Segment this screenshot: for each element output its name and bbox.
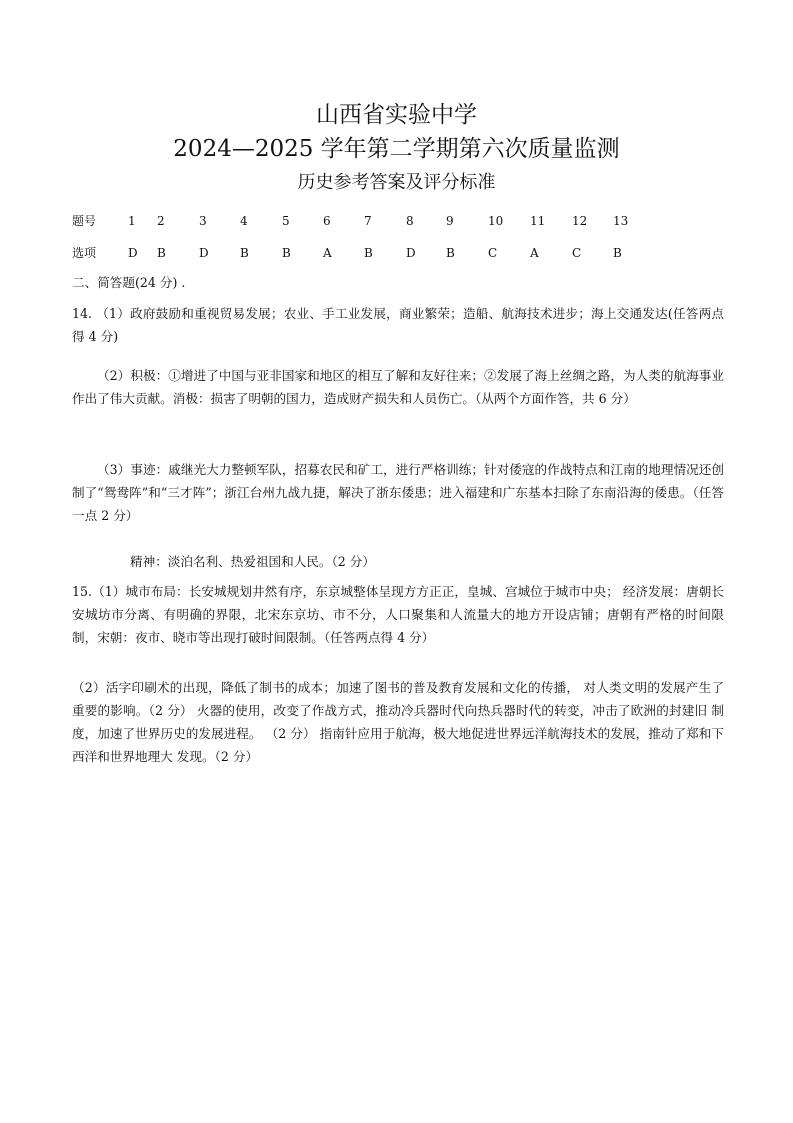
question-number-cell: 12	[572, 214, 588, 228]
question-number-cell: 1	[128, 214, 136, 228]
exam-term-title: 2024—2025 学年第二学期第六次质量监测	[173, 136, 620, 162]
question-number-cell: 9	[446, 214, 454, 228]
question-number-cell: 10	[488, 214, 504, 228]
question-number-cell: 5	[282, 214, 290, 228]
answer-option-cell: B	[240, 246, 249, 260]
answer-option-cell: D	[199, 246, 209, 260]
question-number-cell: 7	[364, 214, 372, 228]
row-label-number: 题号	[72, 214, 97, 228]
answer-option-cell: B	[446, 246, 455, 260]
school-title: 山西省实验中学	[316, 102, 477, 128]
question-number-cell: 3	[199, 214, 207, 228]
answer-option-cell: B	[157, 246, 166, 260]
answer-option-cell: D	[128, 246, 138, 260]
answer-option-cell: A	[530, 246, 539, 260]
answer-option-cell: B	[282, 246, 291, 260]
section-2-heading: 二、简答题(24 分) .	[72, 275, 186, 290]
question-number-cell: 6	[323, 214, 331, 228]
q15-part2: （2）活字印刷术的出现，降低了制书的成本；加速了图书的普及教育发展和文化的传播， 对人类文明的发展产生了重要的影响。（2 分） 火器的使用，改变了作战方式，推动冷兵器时代向热兵器时代的转变，冲击了欧洲的封建旧 制度，加速了世界历史的发展进程。 （2 分） 指南针应用于航海，极大地促进世界远洋航海技术的发展，推动了郑和下西洋和世界地理大 发现。（2 分）	[72, 680, 724, 764]
answer-option-cell: A	[323, 246, 332, 260]
answer-key-subtitle: 历史参考答案及评分标准	[297, 172, 496, 193]
answer-option-cell: B	[364, 246, 373, 260]
question-number-cell: 4	[240, 214, 248, 228]
question-number-cell: 2	[157, 214, 165, 228]
answer-option-cell: C	[572, 246, 582, 260]
answer-option-cell: B	[613, 246, 622, 260]
row-label-option: 选项	[72, 246, 97, 260]
question-number-cell: 13	[613, 214, 629, 228]
q14-part2: （2）积极：①增进了中国与亚非国家和地区的相互了解和友好往来；②发展了海上丝绸之路，为人类的航海事业作出了伟大贡献。消极：损害了明朝的国力，造成财产损失和人员伤亡。（从两个方面作答，共 6 分）	[72, 368, 724, 406]
q14-part3: （3）事迹：戚继光大力整顿军队，招募农民和矿工，进行严格训练；针对倭寇的作战特点和江南的地理情况还创制了“鸳鸯阵”和“三才阵”；浙江台州九战九捷，解决了浙东倭患；进入福建和广东基本扫除了东南沿海的倭患。（任答一点 2 分）	[72, 462, 724, 523]
q15-part1: 15.（1）城市布局：长安城规划井然有序，东京城整体呈现方方正正，皇城、宫城位于城市中央； 经济发展：唐朝长安城坊市分离、有明确的界限，北宋东京坊、市不分，人口聚集和人流量大的地方开设店铺；唐朝有严格的时间限制，宋朝：夜市、晓市等出现打破时间限制。（任答两点得 4 分）	[72, 584, 724, 645]
question-number-cell: 8	[406, 214, 414, 228]
q14-part1: 14. （1）政府鼓励和重视贸易发展；农业、手工业发展，商业繁荣；造船、航海技术进步；海上交通发达(任答两点得 4 分)	[72, 306, 724, 344]
answer-option-cell: D	[406, 246, 416, 260]
question-number-cell: 11	[530, 214, 546, 228]
answer-option-cell: C	[488, 246, 498, 260]
q14-part3-spirit: 精神：淡泊名利、热爱祖国和人民。（2 分）	[130, 554, 375, 569]
